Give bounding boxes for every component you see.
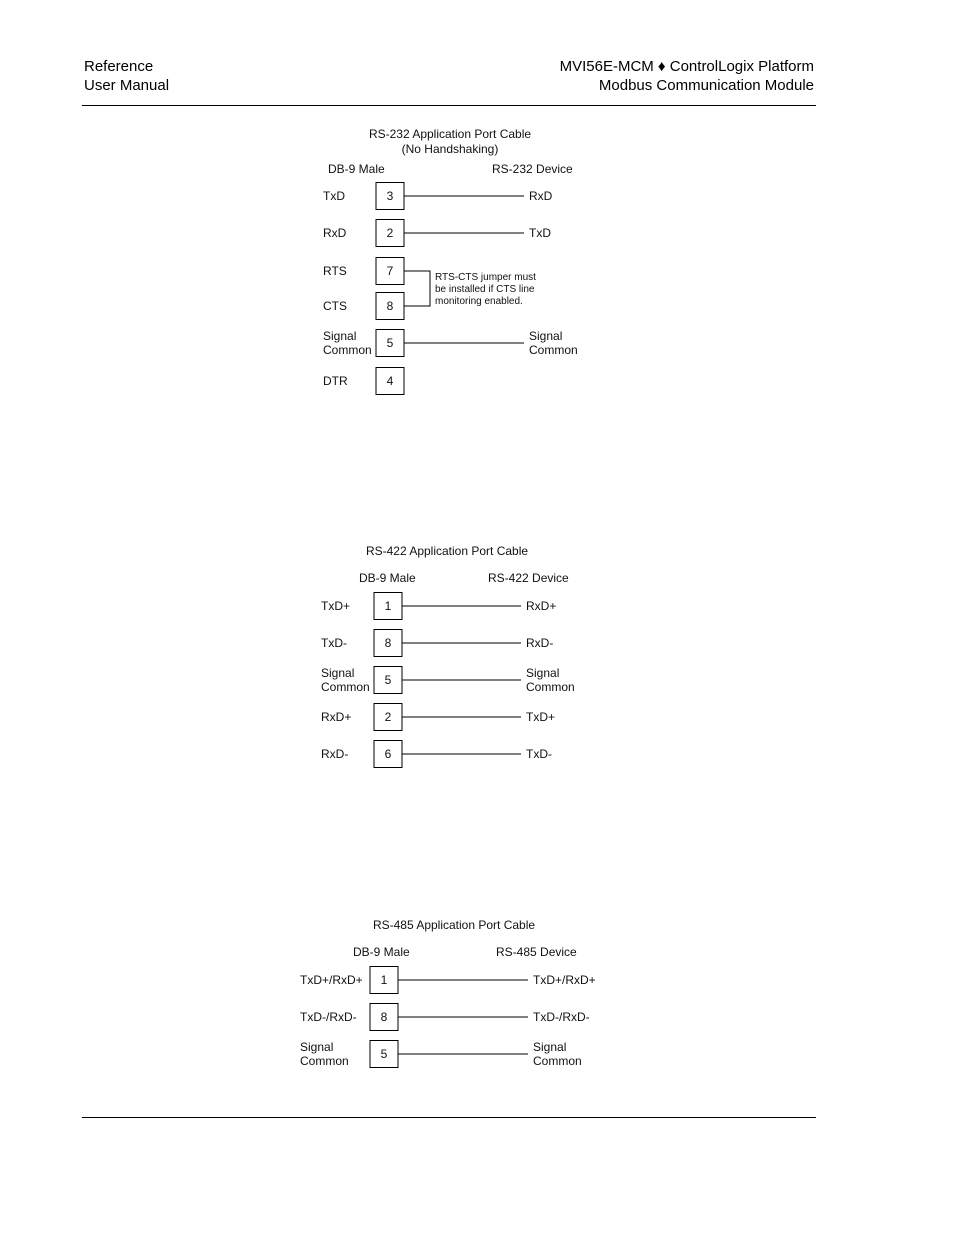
rs232-left-signal-label: CTS <box>323 299 347 313</box>
header-module: Modbus Communication Module <box>598 77 814 94</box>
rs422-right-header: RS-422 Device <box>488 571 569 585</box>
rs232-left-signal-label: Signal <box>323 329 357 343</box>
rs485-pin-number: 5 <box>380 1047 388 1061</box>
rs422-pin-number: 2 <box>384 710 392 724</box>
rs422-left-signal-label: TxD- <box>321 636 347 650</box>
rs422-right-signal-label: RxD- <box>526 636 554 650</box>
rs485-left-signal-label: Common <box>300 1054 349 1068</box>
rs422-title: RS-422 Application Port Cable <box>365 544 529 558</box>
rs232-pin-number: 5 <box>386 336 394 350</box>
rs422-left-signal-label: Common <box>321 680 370 694</box>
rs422-pin-number: 6 <box>384 747 392 761</box>
rs422-right-signal-label: Common <box>526 680 575 694</box>
rs232-pin-number: 2 <box>386 226 394 240</box>
rs232-left-header: DB-9 Male <box>328 162 385 176</box>
rs232-left-signal-label: Common <box>323 343 372 357</box>
header-section: Reference <box>84 58 154 75</box>
rs485-right-signal-label: Signal <box>533 1040 567 1054</box>
rs422-cable-diagram <box>321 544 575 768</box>
rs422-left-signal-label: RxD+ <box>321 710 352 724</box>
rs485-left-signal-label: TxD+/RxD+ <box>300 973 363 987</box>
rs232-right-signal-label: Signal <box>529 329 563 343</box>
rs485-title: RS-485 Application Port Cable <box>372 918 536 932</box>
rs485-right-signal-label: TxD-/RxD- <box>533 1010 590 1024</box>
rs485-left-header: DB-9 Male <box>353 945 410 959</box>
rs232-left-signal-label: RTS <box>323 264 347 278</box>
rs422-left-signal-label: TxD+ <box>321 599 351 613</box>
rs232-pin-number: 4 <box>386 374 394 388</box>
rs422-pin-number: 1 <box>384 599 392 613</box>
rs485-cable-diagram <box>300 918 596 1068</box>
rs232-pin-number: 7 <box>386 264 394 278</box>
rs422-right-signal-label: Signal <box>526 666 560 680</box>
rs232-subtitle: (No Handshaking) <box>401 142 499 156</box>
rs232-right-header: RS-232 Device <box>492 162 573 176</box>
rs422-left-header: DB-9 Male <box>359 571 416 585</box>
rs232-cable-diagram <box>323 127 578 395</box>
rs422-pin-number: 8 <box>384 636 392 650</box>
rs232-pin-number: 3 <box>386 189 394 203</box>
rs232-jumper-note-line2: be installed if CTS line <box>435 284 535 295</box>
rs232-right-signal-label: Common <box>529 343 578 357</box>
rs422-left-signal-label: RxD- <box>321 747 349 761</box>
rs232-left-signal-label: TxD <box>323 189 345 203</box>
rs232-right-signal-label: RxD <box>529 189 553 203</box>
rs485-pin-number: 1 <box>380 973 388 987</box>
rs232-rts-cts-jumper <box>404 271 430 306</box>
rs485-right-signal-label: TxD+/RxD+ <box>533 973 596 987</box>
rs485-left-signal-label: TxD-/RxD- <box>300 1010 357 1024</box>
rs232-left-signal-label: DTR <box>323 374 348 388</box>
rs232-jumper-note-line1: RTS-CTS jumper must <box>435 272 536 283</box>
rs232-pin-number: 8 <box>386 299 394 313</box>
rs232-left-signal-label: RxD <box>323 226 347 240</box>
rs232-title: RS-232 Application Port Cable <box>368 127 532 141</box>
header-product: MVI56E-MCM ♦ ControlLogix Platform <box>559 58 814 75</box>
rs422-right-signal-label: TxD- <box>526 747 552 761</box>
rs485-right-signal-label: Common <box>533 1054 582 1068</box>
rs485-left-signal-label: Signal <box>300 1040 334 1054</box>
rs422-left-signal-label: Signal <box>321 666 355 680</box>
rs422-right-signal-label: RxD+ <box>526 599 557 613</box>
rs232-right-signal-label: TxD <box>529 226 551 240</box>
rs422-pin-number: 5 <box>384 673 392 687</box>
header-doc-type: User Manual <box>84 77 170 94</box>
rs422-right-signal-label: TxD+ <box>526 710 556 724</box>
rs485-right-header: RS-485 Device <box>496 945 577 959</box>
rs485-pin-number: 8 <box>380 1010 388 1024</box>
rs232-jumper-note-line3: monitoring enabled. <box>435 296 523 307</box>
